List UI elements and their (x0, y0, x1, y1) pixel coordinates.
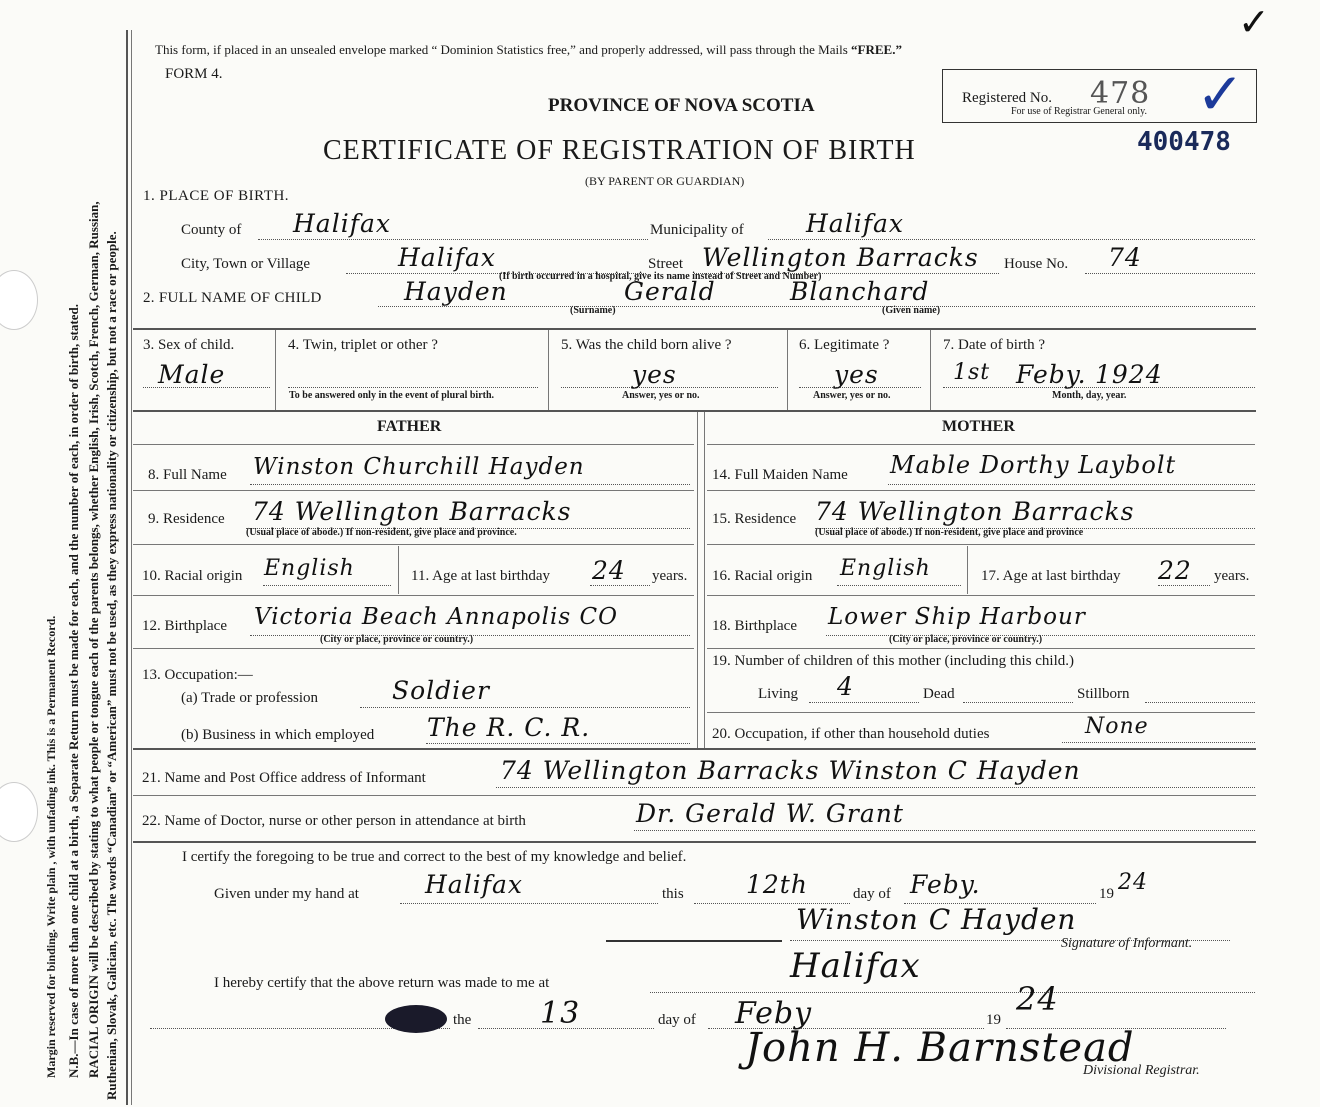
father-business-value: The R. C. R. (427, 713, 591, 742)
registered-label: Registered No. (962, 90, 1052, 106)
mother-residence-caption: (Usual place of abode.) If non-resident, give place and province (815, 527, 1084, 538)
house-value: 74 (1108, 243, 1142, 272)
informant-signature: Winston C Hayden (796, 903, 1077, 936)
registrar-month-value: Feby (735, 996, 813, 1031)
row-separator (133, 841, 1256, 843)
registrar-statement: I hereby certify that the above return was made to me at (214, 975, 550, 991)
mother-age-label: 17. Age at last birthday (981, 568, 1121, 584)
given-place-line (400, 903, 658, 904)
stillborn-label: Stillborn (1077, 686, 1130, 702)
legitimate-label: 6. Legitimate ? (799, 337, 890, 353)
mother-name-value: Mable Dorthy Laybolt (890, 451, 1177, 479)
mother-occupation-line (1062, 742, 1255, 743)
mother-age-line (1158, 585, 1210, 586)
county-value: Halifax (293, 209, 391, 238)
row-separator (133, 444, 694, 445)
given-name-caption: (Given name) (882, 305, 941, 316)
row-separator (133, 648, 694, 649)
mother-racial-line (837, 585, 961, 586)
father-trade-value: Soldier (392, 676, 490, 705)
father-residence-value: 74 Wellington Barracks (252, 497, 572, 526)
living-label: Living (758, 686, 798, 702)
given-year-value: 24 (1118, 870, 1148, 895)
father-racial-value: English (264, 556, 355, 581)
row-separator (133, 544, 694, 545)
doctor-label: 22. Name of Doctor, nurse or other person in attendance at birth (142, 813, 526, 829)
cell-divider (398, 546, 399, 594)
registered-number: 478 (1090, 76, 1151, 111)
mother-age-years: years. (1214, 568, 1250, 584)
twin-label: 4. Twin, triplet or other ? (288, 337, 438, 353)
dob-day: 1st (953, 360, 991, 385)
hospital-note: (If birth occurred in a hospital, give its name instead of Street and Number) (499, 271, 822, 282)
row-separator (133, 490, 694, 491)
house-line (1085, 273, 1255, 274)
row-separator (707, 544, 1255, 545)
row-separator (133, 795, 1256, 796)
city-label: City, Town or Village (181, 256, 311, 272)
parents-divider-inner (704, 412, 705, 748)
cell-divider (967, 546, 968, 594)
father-name-label: 8. Full Name (148, 467, 227, 483)
mother-residence-value: 74 Wellington Barracks (815, 497, 1135, 526)
informant-line (496, 787, 1255, 788)
given-place-value: Halifax (425, 870, 523, 899)
sex-label: 3. Sex of child. (143, 337, 235, 353)
father-birthplace-label: 12. Birthplace (142, 618, 227, 634)
living-line (809, 702, 919, 703)
mother-racial-value: English (840, 556, 931, 581)
twin-note: To be answered only in the event of plural birth. (289, 390, 495, 401)
dob-label: 7. Date of birth ? (943, 337, 1046, 353)
city-value: Halifax (398, 243, 496, 272)
dead-label: Dead (923, 686, 955, 702)
father-age-years: years. (652, 568, 688, 584)
father-occupation-label: 13. Occupation:— (142, 667, 253, 683)
row-separator (133, 748, 1256, 750)
row-separator (133, 410, 1256, 412)
margin-rule-inner (131, 30, 132, 1105)
father-heading: FATHER (377, 418, 442, 435)
given-year-prefix: 19 (1099, 886, 1114, 902)
father-birthplace-caption: (City or place, province or country.) (320, 634, 474, 645)
row-separator (707, 444, 1255, 445)
box-checkmark-icon: ✓ (1196, 60, 1245, 128)
registrar-year-prefix: 19 (986, 1012, 1001, 1028)
father-racial-label: 10. Racial origin (142, 568, 243, 584)
cell-divider (930, 330, 931, 410)
page-subtitle: (BY PARENT OR GUARDIAN) (585, 174, 745, 188)
mother-occupation-label: 20. Occupation, if other than household duties (712, 726, 990, 742)
born-alive-label: 5. Was the child born alive ? (561, 337, 732, 353)
dob-year: 1924 (1095, 360, 1163, 389)
municipality-line (768, 239, 1255, 240)
surname-caption: (Surname) (570, 305, 616, 316)
mother-racial-label: 16. Racial origin (712, 568, 813, 584)
registrar-year-value: 24 (1016, 980, 1059, 1018)
legitimate-value: yes (834, 360, 879, 389)
row-separator (707, 712, 1255, 713)
mail-notice (155, 42, 902, 58)
twin-line (288, 387, 538, 388)
child-surname: Hayden (404, 277, 508, 306)
informant-value: 74 Wellington Barracks Winston C Hayden (500, 756, 1081, 785)
county-label: County of (181, 222, 242, 238)
binding-hole-top (0, 270, 38, 330)
mother-birthplace-label: 18. Birthplace (712, 618, 797, 634)
binding-hole-bottom (0, 782, 38, 842)
given-month-value: Feby. (910, 870, 981, 899)
given-under-hand-label: Given under my hand at (214, 886, 359, 902)
mail-notice-text: This form, if placed in an unsealed envelope marked “ Dominion Statistics free,” and properly addressed, will pass through the Mails (155, 42, 852, 57)
mother-heading: MOTHER (942, 418, 1015, 435)
dead-line (963, 702, 1073, 703)
child-name-line (378, 306, 1255, 307)
given-day-value: 12th (746, 870, 808, 899)
stamp-number: 400478 (1137, 127, 1231, 157)
margin-rule (126, 30, 128, 1105)
municipality-value: Halifax (806, 209, 904, 238)
certify-statement: I certify the foregoing to be true and correct to the best of my knowledge and belief. (182, 849, 687, 865)
registrar-use-note: For use of Registrar General only. (1011, 106, 1147, 117)
mother-birthplace-value: Lower Ship Harbour (828, 604, 1086, 630)
father-birthplace-value: Victoria Beach Annapolis CO (254, 604, 618, 630)
mother-birthplace-caption: (City or place, province or country.) (889, 634, 1043, 645)
form-number: FORM 4. (165, 66, 223, 82)
father-name-line (250, 484, 690, 485)
father-trade-label: (a) Trade or profession (181, 690, 319, 706)
doctor-value: Dr. Gerald W. Grant (636, 799, 904, 828)
place-of-birth-heading: 1. PLACE OF BIRTH. (143, 188, 290, 204)
street-label: Street (648, 256, 683, 272)
father-business-line (426, 743, 690, 744)
father-residence-caption: (Usual place of abode.) If non-resident, give place and province. (246, 527, 517, 538)
mother-name-label: 14. Full Maiden Name (712, 467, 848, 483)
born-alive-caption: Answer, yes or no. (622, 390, 700, 401)
born-alive-value: yes (632, 360, 677, 389)
top-checkmark-icon: ✓ (1238, 0, 1270, 44)
cell-divider (275, 330, 276, 410)
given-this-label: this (662, 886, 684, 902)
registrar-signature: John H. Barnstead (745, 1025, 1135, 1071)
mother-age-value: 22 (1158, 556, 1192, 585)
row-separator (707, 490, 1255, 491)
house-label: House No. (1004, 256, 1069, 272)
parents-divider (697, 412, 698, 748)
cell-divider (548, 330, 549, 410)
side-note-binding: Margin reserved for binding. Write plain , with unfading ink. This is a Permanent Record. (44, 615, 58, 1078)
informant-label: 21. Name and Post Office address of Informant (142, 770, 426, 786)
side-note-multiple-births: N.B.—In case of more than one child at a birth, a Separate Return must be made for each, and the number of each, in order of birth, stated. (66, 304, 81, 1078)
given-day-of-label: day of (853, 886, 891, 902)
father-age-label: 11. Age at last birthday (411, 568, 550, 584)
cell-divider (787, 330, 788, 410)
stillborn-line (1145, 702, 1255, 703)
living-value: 4 (837, 672, 854, 701)
municipality-label: Municipality of (650, 222, 744, 238)
registrar-place-value: Halifax (790, 946, 921, 986)
registrar-caption: Divisional Registrar. (1083, 1063, 1200, 1078)
ink-blot (385, 1005, 447, 1033)
mother-name-line (888, 484, 1255, 485)
mother-occupation-value: None (1085, 714, 1149, 739)
county-line (258, 239, 648, 240)
province-title: PROVINCE OF NOVA SCOTIA (548, 95, 815, 116)
row-separator (133, 328, 1256, 330)
registrar-place-line (650, 992, 1255, 993)
father-age-line (590, 585, 650, 586)
father-trade-line (360, 707, 690, 708)
child-given-name-1: Gerald (624, 277, 716, 306)
sex-value: Male (158, 360, 226, 389)
registrar-day-value: 13 (540, 996, 581, 1031)
row-separator (707, 595, 1255, 596)
row-separator (707, 648, 1255, 649)
dob-caption: Month, day, year. (1052, 390, 1127, 401)
side-note-racial-origin: RACIAL ORIGIN will be described by stating to what people or tongue each of the parents belongs, whether English, Irish, Scotch, French, German, Russian, (86, 201, 101, 1078)
informant-signature-caption: Signature of Informant. (1061, 936, 1193, 951)
signature-rule (606, 940, 782, 942)
child-given-name-2: Blanchard (790, 277, 930, 306)
father-racial-line (263, 585, 391, 586)
father-residence-label: 9. Residence (148, 511, 225, 527)
side-note-racial-origin-cont: Ruthenian, Slovak, Galician, etc. The words “Canadian” or “American” must not be used, as they express nationality or citizenship, but not a race or people. (104, 231, 119, 1100)
child-name-label: 2. FULL NAME OF CHILD (143, 290, 322, 306)
mail-notice-free: “FREE.” (851, 42, 902, 57)
mother-residence-label: 15. Residence (712, 511, 797, 527)
father-age-value: 24 (592, 556, 626, 585)
children-count-label: 19. Number of children of this mother (including this child.) (712, 653, 1075, 669)
father-name-value: Winston Churchill Hayden (253, 454, 585, 480)
dob-month: Feby. (1016, 360, 1087, 389)
page-title: CERTIFICATE OF REGISTRATION OF BIRTH (323, 135, 916, 166)
doctor-line (634, 830, 1255, 831)
registrar-the-label: the (453, 1012, 472, 1028)
row-separator (133, 595, 694, 596)
father-business-label: (b) Business in which employed (181, 727, 375, 743)
legitimate-caption: Answer, yes or no. (813, 390, 891, 401)
registrar-day-of-label: day of (658, 1012, 696, 1028)
street-value: Wellington Barracks (702, 243, 979, 272)
